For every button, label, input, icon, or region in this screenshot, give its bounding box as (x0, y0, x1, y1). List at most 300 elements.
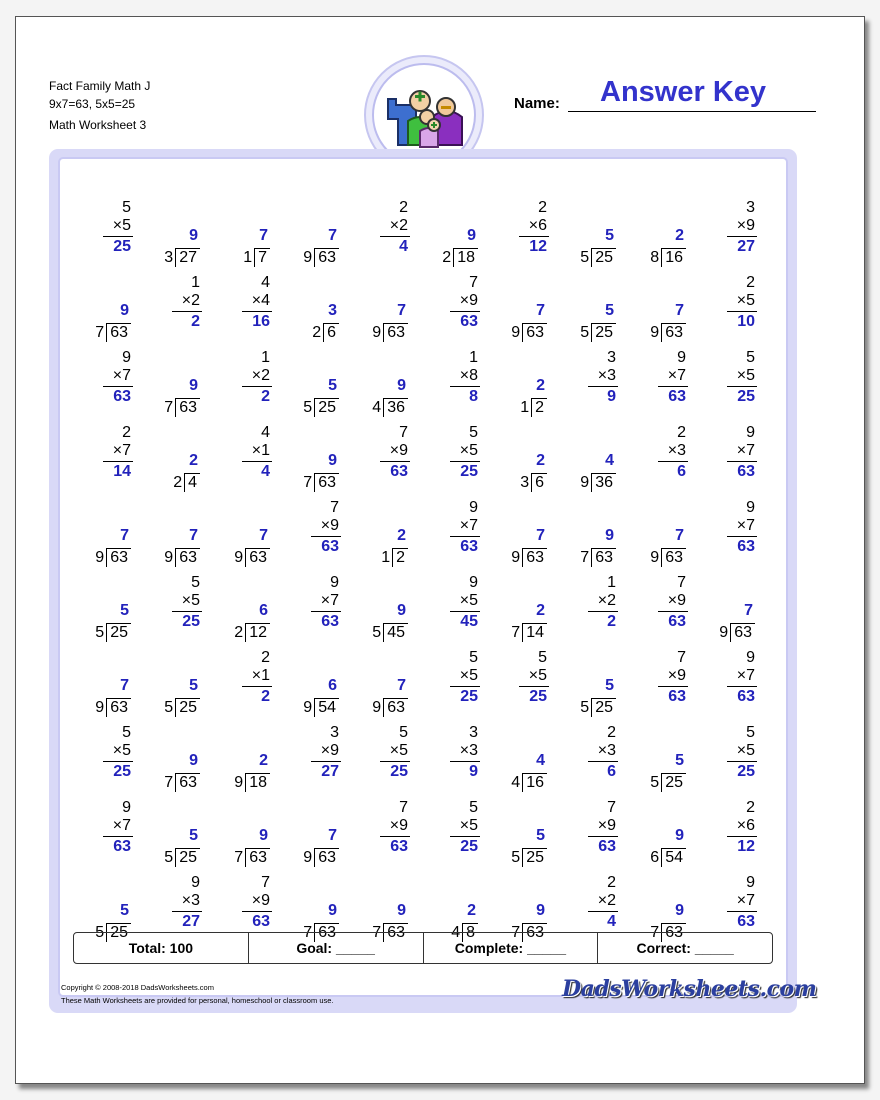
factor-top: 9 (191, 874, 200, 891)
division-bracket (442, 248, 478, 267)
quotient-answer: 9 (189, 752, 198, 769)
answer-line (242, 911, 272, 912)
multiplication-problem (699, 268, 759, 340)
complete-field[interactable]: Complete: _____ (424, 933, 599, 963)
answer-line (450, 686, 480, 687)
dividend: 63 (383, 323, 408, 342)
divisor: 7 (303, 924, 313, 941)
product-answer: 63 (252, 913, 270, 930)
quotient-answer: 6 (328, 677, 337, 694)
division-bracket (511, 623, 547, 642)
factor-top: 1 (607, 574, 616, 591)
division-problem (75, 643, 135, 715)
answer-line (658, 611, 688, 612)
factor-top: 7 (261, 874, 270, 891)
factor-top: 5 (746, 724, 755, 741)
factor-bottom: ×5 (736, 367, 755, 384)
factor-top: 5 (538, 649, 547, 666)
answer-line (103, 386, 133, 387)
quotient-answer: 9 (259, 827, 268, 844)
answer-line (450, 611, 480, 612)
division-problem (144, 793, 204, 865)
factor-bottom: ×9 (389, 442, 408, 459)
division-problem (144, 343, 204, 415)
divisor: 9 (234, 549, 244, 566)
divisor: 5 (372, 624, 382, 641)
divisor: 5 (511, 849, 521, 866)
factor-bottom: ×2 (597, 592, 616, 609)
quotient-answer: 5 (120, 602, 129, 619)
dividend: 25 (591, 698, 616, 717)
divisor: 3 (520, 474, 530, 491)
quotient-answer: 5 (605, 302, 614, 319)
division-bracket (173, 473, 200, 492)
division-bracket (164, 548, 200, 567)
answer-line (242, 461, 272, 462)
factor-bottom: ×6 (528, 217, 547, 234)
factor-bottom: ×3 (459, 742, 478, 759)
division-bracket (372, 623, 408, 642)
division-problem (214, 718, 274, 790)
divisor: 7 (95, 324, 105, 341)
divisor: 1 (243, 249, 253, 266)
multiplication-problem (144, 568, 204, 640)
quotient-answer: 3 (328, 302, 337, 319)
divisor: 5 (164, 849, 174, 866)
factor-bottom: ×5 (459, 442, 478, 459)
product-answer: 2 (191, 313, 200, 330)
answer-line (727, 911, 757, 912)
multiplication-problem (75, 793, 135, 865)
factor-top: 5 (122, 724, 131, 741)
factor-top: 2 (746, 274, 755, 291)
quotient-answer: 2 (536, 452, 545, 469)
division-bracket (95, 548, 131, 567)
quotient-answer: 2 (467, 902, 476, 919)
division-problem (491, 268, 551, 340)
product-answer: 63 (668, 688, 686, 705)
divisor: 9 (303, 849, 313, 866)
multiplication-problem (699, 193, 759, 265)
division-problem (630, 193, 690, 265)
division-bracket (650, 248, 686, 267)
factor-top: 7 (399, 424, 408, 441)
product-answer: 63 (390, 838, 408, 855)
division-bracket (511, 323, 547, 342)
divisor: 5 (95, 624, 105, 641)
factor-bottom: ×7 (320, 592, 339, 609)
division-problem (491, 718, 551, 790)
factor-top: 7 (607, 799, 616, 816)
factor-top: 2 (746, 799, 755, 816)
multiplication-problem (699, 418, 759, 490)
answer-line (311, 761, 341, 762)
division-bracket (719, 623, 755, 642)
division-problem (352, 343, 412, 415)
dividend: 16 (661, 248, 686, 267)
division-bracket (164, 398, 200, 417)
dividend: 36 (383, 398, 408, 417)
dadsworksheets-logo[interactable]: DadsWorksheets.com (562, 976, 817, 1002)
factor-top: 9 (746, 649, 755, 666)
answer-line (103, 461, 133, 462)
divisor: 9 (511, 549, 521, 566)
answer-line (450, 311, 480, 312)
quotient-answer: 2 (397, 527, 406, 544)
division-problem (560, 493, 620, 565)
factor-bottom: ×9 (597, 817, 616, 834)
division-problem (422, 193, 482, 265)
product-answer: 63 (737, 538, 755, 555)
quotient-answer: 5 (605, 677, 614, 694)
answer-line (658, 686, 688, 687)
quotient-answer: 7 (397, 302, 406, 319)
product-answer: 25 (460, 688, 478, 705)
division-problem (283, 793, 343, 865)
product-answer: 4 (399, 238, 408, 255)
multiplication-problem (560, 343, 620, 415)
division-problem (214, 793, 274, 865)
divisor: 5 (580, 249, 590, 266)
answer-line (727, 386, 757, 387)
dividend: 7 (254, 248, 270, 267)
answer-line (450, 836, 480, 837)
factor-bottom: ×7 (667, 367, 686, 384)
division-bracket (580, 698, 616, 717)
divisor: 7 (580, 549, 590, 566)
answer-line (727, 461, 757, 462)
division-bracket (164, 848, 200, 867)
factor-top: 1 (469, 349, 478, 366)
division-problem (144, 643, 204, 715)
answer-line (380, 236, 410, 237)
answer-line (103, 761, 133, 762)
multiplication-problem (422, 418, 482, 490)
copyright-text: Copyright © 2008-2018 DadsWorksheets.com (61, 983, 214, 992)
factor-bottom: ×3 (667, 442, 686, 459)
multiplication-problem (352, 418, 412, 490)
multiplication-problem (144, 868, 204, 940)
divisor: 7 (372, 924, 382, 941)
factor-top: 2 (607, 874, 616, 891)
dividend: 63 (314, 473, 339, 492)
factor-bottom: ×2 (597, 892, 616, 909)
answer-line (311, 536, 341, 537)
answer-key-label: Answer Key (600, 76, 767, 108)
dividend: 6 (531, 473, 547, 492)
division-bracket (164, 698, 200, 717)
multiplication-problem (560, 868, 620, 940)
factor-top: 2 (399, 199, 408, 216)
division-bracket (372, 323, 408, 342)
division-problem (283, 193, 343, 265)
quotient-answer: 5 (189, 677, 198, 694)
division-bracket (372, 398, 408, 417)
factor-top: 3 (330, 724, 339, 741)
dividend: 63 (591, 548, 616, 567)
quotient-answer: 9 (675, 827, 684, 844)
dividend: 63 (175, 548, 200, 567)
factor-bottom: ×5 (459, 592, 478, 609)
division-problem (283, 418, 343, 490)
factor-bottom: ×5 (528, 667, 547, 684)
division-bracket (312, 323, 339, 342)
product-answer: 25 (737, 763, 755, 780)
divisor: 1 (520, 399, 530, 416)
quotient-answer: 7 (120, 677, 129, 694)
correct-field[interactable]: Correct: _____ (636, 940, 734, 956)
quotient-answer: 5 (328, 377, 337, 394)
multiplication-problem (214, 643, 274, 715)
dividend: 12 (245, 623, 270, 642)
factor-bottom: ×8 (459, 367, 478, 384)
factor-bottom: ×5 (389, 742, 408, 759)
product-answer: 25 (182, 613, 200, 630)
worksheet-subtitle: 9x7=63, 5x5=25 (49, 97, 136, 111)
quotient-answer: 7 (675, 302, 684, 319)
factor-top: 2 (261, 649, 270, 666)
quotient-answer: 7 (328, 827, 337, 844)
divisor: 9 (511, 324, 521, 341)
division-problem (75, 493, 135, 565)
answer-line (450, 386, 480, 387)
dividend: 63 (106, 548, 131, 567)
dividend: 63 (175, 398, 200, 417)
quotient-answer: 5 (189, 827, 198, 844)
product-answer: 2 (261, 688, 270, 705)
multiplication-problem (491, 193, 551, 265)
dividend: 63 (383, 698, 408, 717)
factor-bottom: ×5 (459, 667, 478, 684)
division-bracket (580, 548, 616, 567)
dividend: 63 (522, 548, 547, 567)
product-answer: 27 (182, 913, 200, 930)
division-problem (491, 868, 551, 940)
division-bracket (95, 623, 131, 642)
product-answer: 6 (607, 763, 616, 780)
divisor: 1 (381, 549, 391, 566)
divisor: 7 (164, 399, 174, 416)
divisor: 2 (312, 324, 322, 341)
divisor: 9 (650, 324, 660, 341)
answer-line (242, 386, 272, 387)
division-problem (75, 868, 135, 940)
divisor: 9 (580, 474, 590, 491)
quotient-answer: 7 (536, 302, 545, 319)
quotient-answer: 7 (397, 677, 406, 694)
multiplication-problem (283, 718, 343, 790)
factor-bottom: ×3 (597, 742, 616, 759)
division-problem (630, 793, 690, 865)
division-problem (560, 193, 620, 265)
dividend: 16 (522, 773, 547, 792)
division-problem (630, 868, 690, 940)
quotient-answer: 9 (397, 902, 406, 919)
quotient-answer: 7 (744, 602, 753, 619)
quotient-answer: 5 (605, 227, 614, 244)
product-answer: 12 (529, 238, 547, 255)
factor-top: 7 (399, 799, 408, 816)
division-problem (144, 418, 204, 490)
multiplication-problem (491, 643, 551, 715)
quotient-answer: 2 (259, 752, 268, 769)
product-answer: 25 (737, 388, 755, 405)
answer-line (588, 911, 618, 912)
divisor: 5 (580, 324, 590, 341)
division-bracket (511, 548, 547, 567)
quotient-answer: 2 (536, 377, 545, 394)
dividend: 63 (383, 923, 408, 942)
multiplication-problem (699, 793, 759, 865)
answer-line (727, 236, 757, 237)
factor-bottom: ×5 (459, 817, 478, 834)
multiplication-problem (630, 343, 690, 415)
dividend: 8 (462, 923, 478, 942)
quotient-answer: 5 (120, 902, 129, 919)
quotient-answer: 2 (536, 602, 545, 619)
quotient-answer: 9 (675, 902, 684, 919)
division-problem (283, 643, 343, 715)
dividend: 63 (314, 923, 339, 942)
factor-bottom: ×7 (736, 667, 755, 684)
dividend: 25 (106, 623, 131, 642)
factor-bottom: ×1 (251, 667, 270, 684)
factor-top: 2 (607, 724, 616, 741)
multiplication-problem (214, 418, 274, 490)
usage-notice: These Math Worksheets are provided for personal, homeschool or classroom use. (61, 996, 334, 1005)
quotient-answer: 5 (675, 752, 684, 769)
divisor: 9 (164, 549, 174, 566)
product-answer: 63 (113, 388, 131, 405)
multiplication-problem (699, 868, 759, 940)
product-answer: 25 (390, 763, 408, 780)
multiplication-problem (144, 268, 204, 340)
divisor: 7 (650, 924, 660, 941)
division-bracket (520, 398, 547, 417)
factor-top: 5 (399, 724, 408, 741)
division-bracket (580, 248, 616, 267)
division-bracket (381, 548, 408, 567)
dividend: 25 (175, 848, 200, 867)
answer-line (519, 236, 549, 237)
quotient-answer: 7 (536, 527, 545, 544)
answer-line (311, 611, 341, 612)
division-bracket (234, 548, 270, 567)
dividend: 25 (314, 398, 339, 417)
factor-top: 7 (677, 649, 686, 666)
division-problem (630, 268, 690, 340)
multiplication-problem (560, 793, 620, 865)
quotient-answer: 7 (259, 227, 268, 244)
quotient-answer: 6 (259, 602, 268, 619)
factor-top: 1 (191, 274, 200, 291)
factor-bottom: ×7 (112, 817, 131, 834)
division-problem (214, 193, 274, 265)
dividend: 18 (245, 773, 270, 792)
answer-line (450, 461, 480, 462)
answer-line (658, 386, 688, 387)
product-answer: 63 (668, 613, 686, 630)
dividend: 63 (730, 623, 755, 642)
division-bracket (511, 848, 547, 867)
dividend: 63 (661, 548, 686, 567)
divisor: 9 (372, 324, 382, 341)
division-bracket (243, 248, 270, 267)
dividend: 63 (175, 773, 200, 792)
answer-line (380, 461, 410, 462)
dividend: 54 (314, 698, 339, 717)
multiplication-problem (422, 343, 482, 415)
answer-line (519, 686, 549, 687)
product-answer: 4 (607, 913, 616, 930)
quotient-answer: 9 (605, 527, 614, 544)
product-answer: 25 (529, 688, 547, 705)
division-problem (214, 493, 274, 565)
factor-bottom: ×2 (389, 217, 408, 234)
factor-bottom: ×7 (736, 892, 755, 909)
answer-line (172, 911, 202, 912)
dividend: 2 (392, 548, 408, 567)
divisor: 4 (372, 399, 382, 416)
dividend: 25 (591, 323, 616, 342)
answer-line (727, 686, 757, 687)
answer-line (588, 611, 618, 612)
answer-line (172, 611, 202, 612)
product-answer: 45 (460, 613, 478, 630)
divisor: 9 (303, 699, 313, 716)
answer-line (172, 311, 202, 312)
multiplication-problem (352, 193, 412, 265)
factor-top: 4 (261, 424, 270, 441)
division-bracket (303, 398, 339, 417)
divisor: 7 (234, 849, 244, 866)
dividend: 6 (323, 323, 339, 342)
answer-line (727, 311, 757, 312)
divisor: 4 (451, 924, 461, 941)
division-bracket (650, 548, 686, 567)
quotient-answer: 7 (120, 527, 129, 544)
divisor: 9 (95, 549, 105, 566)
division-problem (491, 418, 551, 490)
division-bracket (580, 323, 616, 342)
product-answer: 6 (677, 463, 686, 480)
dividend: 63 (245, 548, 270, 567)
goal-field[interactable]: Goal: _____ (249, 933, 424, 963)
factor-top: 1 (261, 349, 270, 366)
worksheet-number: Math Worksheet 3 (49, 118, 147, 132)
division-bracket (164, 248, 200, 267)
product-answer: 2 (607, 613, 616, 630)
product-answer: 2 (261, 388, 270, 405)
divisor: 5 (650, 774, 660, 791)
factor-bottom: ×7 (736, 517, 755, 534)
answer-line (588, 836, 618, 837)
divisor: 8 (650, 249, 660, 266)
divisor: 5 (580, 699, 590, 716)
product-answer: 63 (321, 538, 339, 555)
factor-top: 9 (122, 799, 131, 816)
answer-line (380, 761, 410, 762)
divisor: 6 (650, 849, 660, 866)
quotient-answer: 9 (536, 902, 545, 919)
dividend: 25 (175, 698, 200, 717)
product-answer: 25 (460, 463, 478, 480)
factor-bottom: ×7 (459, 517, 478, 534)
dividend: 25 (591, 248, 616, 267)
multiplication-problem (75, 418, 135, 490)
division-bracket (164, 773, 200, 792)
worksheet-title: Fact Family Math J (49, 79, 151, 93)
